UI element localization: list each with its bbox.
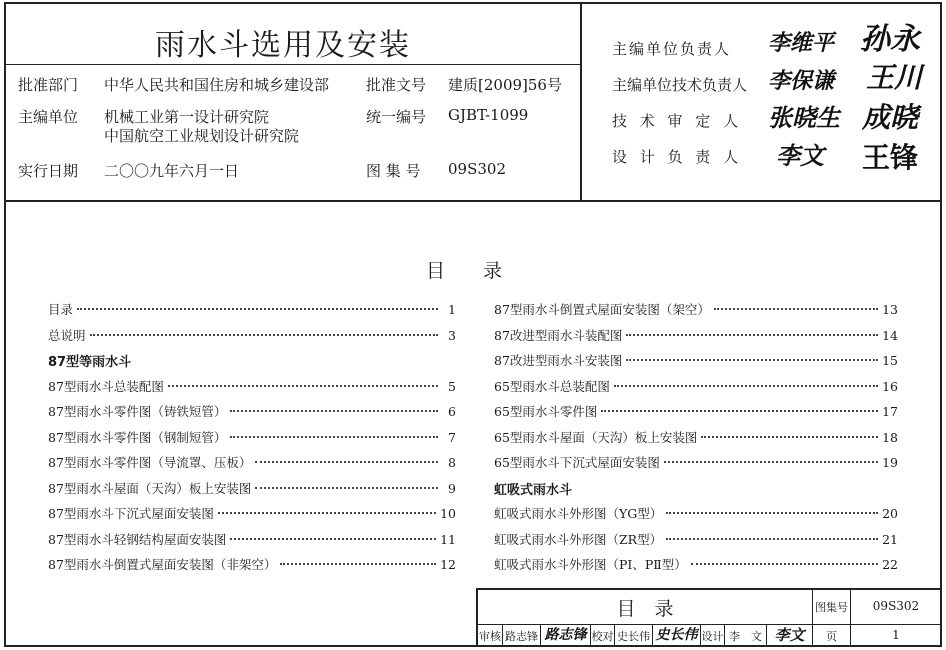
toc-entry[interactable] — [48, 530, 456, 548]
tb-designer: 李 文 — [729, 630, 762, 643]
tb-top-line — [476, 588, 942, 590]
unified-no-label: 统一编号 — [366, 108, 427, 126]
toc-entry-page: 6 — [448, 404, 456, 419]
toc-heading: 目 录 — [426, 260, 503, 282]
toc-entry[interactable] — [494, 504, 898, 522]
toc-entry[interactable] — [494, 555, 898, 573]
toc-entry[interactable] — [48, 326, 456, 344]
tb-atlas-label: 图集号 — [815, 601, 848, 614]
toc-leader-dots — [230, 410, 438, 412]
editor-unit-1: 机械工业第一设计研究院 — [104, 108, 270, 126]
toc-entry-title: 87型雨水斗零件图（铸铁短管） — [48, 404, 227, 419]
resp-sig-2b: 王川 — [866, 61, 923, 94]
toc-entry-title: 总说明 — [48, 328, 86, 343]
tb-page: 1 — [892, 628, 900, 642]
toc-entry[interactable] — [494, 453, 898, 471]
atlas-no: 09S302 — [448, 160, 506, 178]
toc-leader-dots — [666, 512, 878, 514]
effective-date-label: 实行日期 — [18, 162, 79, 180]
toc-leader-dots — [691, 563, 878, 565]
resp-label-4: 设 计 负 责 人 — [612, 148, 743, 166]
tb-page-label: 页 — [826, 630, 837, 643]
toc-entry[interactable] — [48, 479, 456, 497]
toc-entry-title: 65型雨水斗总装配图 — [494, 379, 610, 394]
header-divider — [580, 2, 582, 200]
resp-label-3: 技 术 审 定 人 — [612, 112, 743, 130]
resp-label-1: 主编单位负责人 — [612, 40, 732, 58]
tb-review-label: 审核 — [479, 630, 501, 643]
toc-entry[interactable] — [494, 402, 898, 420]
toc-leader-dots — [280, 563, 436, 565]
header-bottom-line — [4, 200, 942, 202]
toc-leader-dots — [168, 385, 438, 387]
toc-leader-dots — [626, 359, 878, 361]
resp-sig-3a: 张晓生 — [768, 103, 840, 132]
toc-entry-title: 87型雨水斗零件图（钢制短管） — [48, 430, 227, 445]
toc-leader-dots — [664, 461, 878, 463]
title-underline — [4, 64, 580, 65]
toc-leader-dots — [666, 538, 878, 540]
toc-entry[interactable] — [494, 351, 898, 369]
toc-entry-page: 13 — [882, 302, 898, 317]
toc-leader-dots — [614, 385, 878, 387]
tb-design-label: 设计 — [701, 630, 724, 643]
toc-entry-title: 87型雨水斗零件图（导流罩、压板） — [48, 455, 252, 470]
toc-entry[interactable] — [48, 428, 456, 446]
resp-sig-1a: 李维平 — [768, 30, 835, 56]
resp-sig-4b: 王锋 — [862, 141, 919, 174]
toc-leader-dots — [255, 487, 438, 489]
toc-entry-page: 16 — [882, 379, 898, 394]
toc-entry-page: 8 — [448, 455, 456, 470]
tb-checker: 史长伟 — [617, 630, 650, 643]
toc-entry-title: 虹吸式雨水斗外形图（PⅠ、PⅡ型） — [494, 557, 687, 572]
atlas-no-label: 图 集 号 — [366, 162, 421, 180]
toc-entry[interactable] — [48, 402, 456, 420]
tb-checker-sig: 史长伟 — [655, 627, 698, 643]
toc-leader-dots — [255, 461, 438, 463]
toc-leader-dots — [714, 308, 878, 310]
toc-entry[interactable] — [494, 300, 898, 318]
toc-entry-title: 65型雨水斗屋面（天沟）板上安装图 — [494, 430, 698, 445]
toc-leader-dots — [230, 436, 438, 438]
tb-reviewer: 路志锋 — [505, 630, 538, 643]
toc-entry-title: 87改进型雨水斗装配图 — [494, 328, 623, 343]
resp-label-2: 主编单位技术负责人 — [612, 76, 748, 94]
tb-check-label: 校对 — [591, 630, 614, 643]
toc-entry-title: 虹吸式雨水斗外形图（ZR型） — [494, 532, 663, 547]
page-title: 雨水斗选用及安装 — [155, 28, 411, 63]
approval-dept: 中华人民共和国住房和城乡建设部 — [104, 76, 330, 94]
toc-entry-page: 14 — [882, 328, 898, 343]
toc-entry-title: 65型雨水斗下沉式屋面安装图 — [494, 455, 660, 470]
editor-unit-2: 中国航空工业规划设计研究院 — [104, 127, 300, 145]
resp-sig-2a: 李保谦 — [768, 68, 835, 94]
toc-entry-title: 87型雨水斗倒置式屋面安装图（架空） — [494, 302, 710, 317]
toc-entry-title: 87型雨水斗屋面（天沟）板上安装图 — [48, 481, 252, 496]
tb-designer-sig: 李文 — [774, 626, 805, 644]
toc-entry[interactable] — [494, 428, 898, 446]
toc-section-heading: 虹吸式雨水斗 — [494, 483, 573, 498]
toc-section-heading: 87型等雨水斗 — [48, 355, 132, 370]
tb-reviewer-sig: 路志锋 — [544, 627, 587, 643]
toc-entry[interactable] — [48, 300, 456, 318]
toc-entry-page: 10 — [440, 506, 456, 521]
toc-entry-page: 12 — [440, 557, 456, 572]
toc-entry-title: 65型雨水斗零件图 — [494, 404, 598, 419]
tb-title: 目 录 — [616, 598, 674, 620]
tb-atlas-no: 09S302 — [872, 599, 920, 613]
toc-entry[interactable] — [494, 377, 898, 395]
toc-leader-dots — [218, 512, 436, 514]
toc-entry[interactable] — [48, 555, 456, 573]
toc-entry-page: 15 — [882, 353, 898, 368]
toc-entry[interactable] — [48, 453, 456, 471]
toc-entry-page: 1 — [448, 302, 456, 317]
toc-entry-page: 9 — [448, 481, 456, 496]
toc-entry[interactable] — [48, 377, 456, 395]
toc-entry-title: 87改进型雨水斗安装图 — [494, 353, 623, 368]
toc-entry[interactable] — [48, 504, 456, 522]
toc-entry-title: 87型雨水斗下沉式屋面安装图 — [48, 506, 214, 521]
toc-entry-page: 5 — [448, 379, 456, 394]
toc-entry-title: 87型雨水斗轻钢结构屋面安装图 — [48, 532, 227, 547]
toc-entry-page: 11 — [440, 532, 456, 547]
toc-leader-dots — [77, 308, 438, 310]
toc-leader-dots — [230, 538, 436, 540]
toc-entry-page: 7 — [448, 430, 456, 445]
toc-entry-page: 19 — [882, 455, 898, 470]
toc-entry-page: 3 — [448, 328, 456, 343]
approval-doc: 建质[2009]56号 — [448, 76, 562, 94]
toc-leader-dots — [601, 410, 878, 412]
resp-sig-1b: 孙永 — [860, 22, 920, 57]
toc-entry-page: 17 — [882, 404, 898, 419]
toc-entry-title: 87型雨水斗总装配图 — [48, 379, 164, 394]
toc-leader-dots — [626, 334, 878, 336]
toc-entry-page: 18 — [882, 430, 898, 445]
toc-entry[interactable] — [494, 530, 898, 548]
effective-date: 二〇〇九年六月一日 — [104, 162, 240, 180]
toc-leader-dots — [701, 436, 878, 438]
approval-dept-label: 批准部门 — [18, 76, 79, 94]
toc-leader-dots — [90, 334, 438, 336]
unified-no: GJBT-1099 — [448, 106, 529, 124]
toc-entry-page: 22 — [882, 557, 898, 572]
resp-sig-3b: 成晓 — [862, 101, 919, 134]
toc-entry-title: 87型雨水斗倒置式屋面安装图（非架空） — [48, 557, 277, 572]
toc-entry-title: 虹吸式雨水斗外形图（YG型） — [494, 506, 663, 521]
resp-sig-4a: 李文 — [776, 141, 824, 170]
toc-entry[interactable] — [494, 326, 898, 344]
toc-entry-page: 20 — [882, 506, 898, 521]
toc-entry-page: 21 — [882, 532, 898, 547]
editor-unit-label: 主编单位 — [18, 108, 79, 126]
approval-doc-label: 批准文号 — [366, 76, 427, 94]
toc-entry-title: 目录 — [48, 302, 74, 317]
